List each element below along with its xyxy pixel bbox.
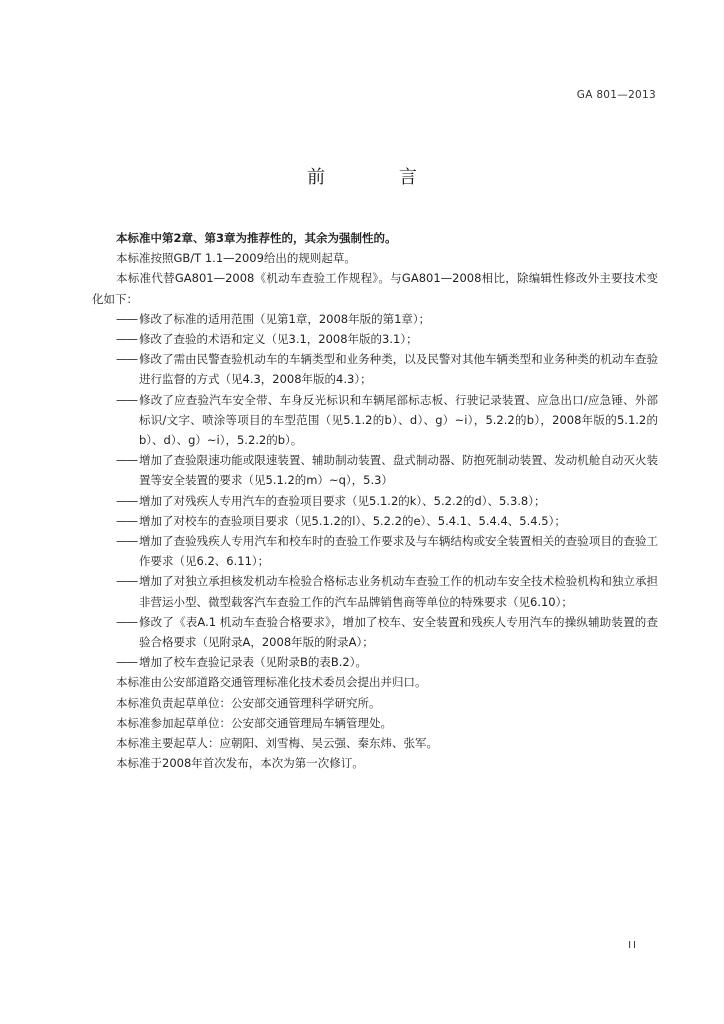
list-item	[92, 450, 658, 490]
list-item	[92, 571, 658, 611]
change-text: 增加了校车查验记录表（见附录B的表B.2）。	[139, 655, 367, 670]
change-text: 增加了对残疾人专用汽车的查验项目要求（见5.1.2的k）、5.2.2的d）、5.3.8）；	[139, 493, 546, 508]
list-item	[92, 309, 658, 329]
list-item	[92, 491, 658, 511]
dash-marker: ——	[116, 392, 137, 407]
change-text: 修改了应查验汽车安全带、车身反光标识和车辆尾部标志板、行驶记录装置、应急出口/应急锤、外部标识/文字、喷涂等项目的车型范围（见5.1.2的b）、d）、g）~i），5.2.2的b），2008年版的5.1.2的b）、d）、g）~i），5.2.2的b）。	[139, 392, 658, 448]
standard-code: GA 801—2013	[576, 89, 656, 101]
list-item	[92, 329, 658, 349]
change-text: 修改了需由民警查验机动车的车辆类型和业务种类，以及民警对其他车辆类型和业务种类的机动车查验进行监督的方式（见4.3，2008年版的4.3）；	[139, 352, 658, 387]
change-text: 修改了标准的适用范围（见第1章，2008年版的第1章）；	[139, 311, 431, 326]
change-text: 增加了对校车的查验项目要求（见5.1.2的l）、5.2.2的e）、5.4.1、5.4.4、5.4.5）；	[139, 513, 566, 528]
foreword-body	[92, 228, 658, 773]
change-text: 增加了查验残疾人专用汽车和校车时的查验工作要求及与车辆结构或安全装置相关的查验项目的查验工作要求（见6.2、6.11）；	[139, 534, 658, 569]
dash-marker: ——	[116, 534, 137, 549]
paragraph-drafting-rules: 本标准按照GB/T 1.1—2009给出的规则起草。	[116, 251, 356, 266]
page-number: II	[628, 940, 638, 951]
change-text: 增加了查验限速功能或限速装置、辅助制动装置、盘式制动器、防抱死制动装置、发动机舱自动灭火装置等安全装置的要求（见5.1.2的m）~q），5.3）	[139, 453, 658, 488]
list-item	[92, 531, 658, 571]
dash-marker: ——	[116, 493, 137, 508]
paragraph-replacement: 本标准代替GA801—2008《机动车查验工作规程》。与GA801—2008相比，除编辑性修改外主要技术变化如下：	[92, 271, 658, 306]
dash-marker: ——	[116, 352, 137, 367]
dash-marker: ——	[116, 311, 137, 326]
paragraph-proposer: 本标准由公安部道路交通管理标准化技术委员会提出并归口。	[116, 675, 427, 690]
paragraph-participating-drafter: 本标准参加起草单位：公安部交通管理局车辆管理处。	[116, 715, 392, 730]
change-text: 修改了《表A.1 机动车查验合格要求》，增加了校车、安全装置和残疾人专用汽车的操纵辅助装置的查验合格要求（见附录A，2008年版的附录A）；	[139, 614, 658, 650]
paragraph-mandatory-status: 本标准中第2章、第3章为推荐性的，其余为强制性的。	[116, 231, 397, 245]
change-text: 修改了查验的术语和定义（见3.1，2008年版的3.1）；	[139, 332, 418, 347]
list-item	[92, 652, 658, 672]
dash-marker: ——	[116, 453, 137, 468]
list-item	[92, 390, 658, 451]
change-text: 增加了对独立承担核发机动车检验合格标志业务机动车查验工作的机动车安全技术检验机构和独立承担非营运小型、微型载客汽车查验工作的汽车品牌销售商等单位的特殊要求（见6.10）；	[139, 574, 658, 609]
paragraph-drafters: 本标准主要起草人：应朝阳、刘雪梅、吴云强、秦东炜、张军。	[116, 736, 438, 751]
list-item	[92, 511, 658, 531]
paragraph-history: 本标准于2008年首次发布，本次为第一次修订。	[116, 756, 364, 771]
dash-marker: ——	[116, 332, 137, 347]
dash-marker: ——	[116, 655, 137, 670]
dash-marker: ——	[116, 614, 137, 629]
page-title: 前 言	[307, 167, 451, 188]
list-item	[92, 612, 658, 652]
paragraph-lead-drafter: 本标准负责起草单位：公安部交通管理科学研究所。	[116, 695, 381, 710]
dash-marker: ——	[116, 513, 137, 528]
technical-changes-list	[92, 309, 658, 673]
list-item	[92, 349, 658, 389]
dash-marker: ——	[116, 574, 137, 589]
